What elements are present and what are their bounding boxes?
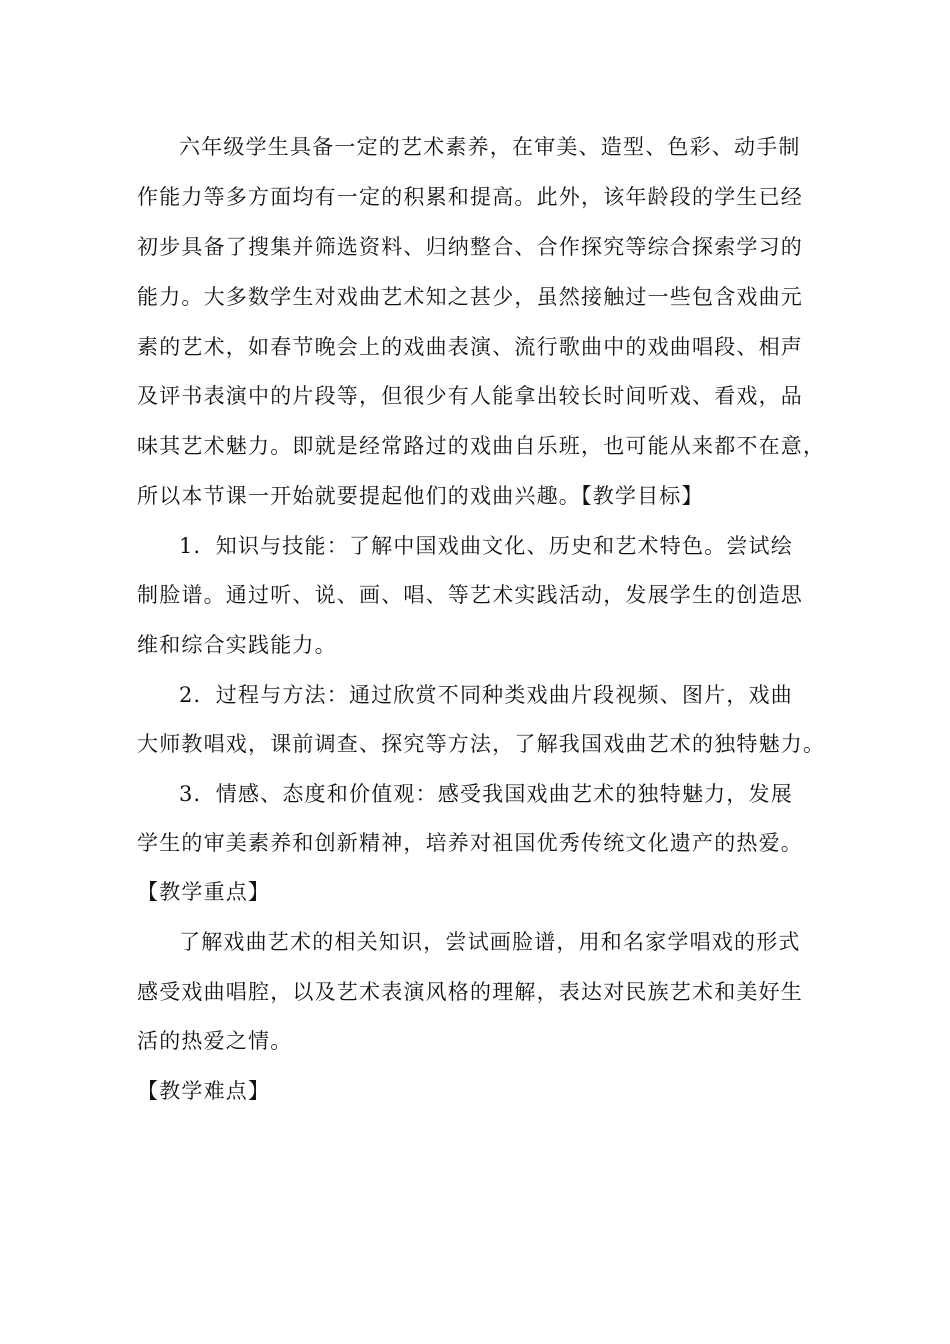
section-heading: 【教学重点】 [137, 880, 271, 904]
text-line: 味其艺术魅力。即就是经常路过的戏曲自乐班，也可能从来都不在意， [137, 434, 826, 458]
section-heading: 【教学难点】 [137, 1079, 271, 1103]
text-line: 2．过程与方法：通过欣赏不同种类戏曲片段视频、图片，戏曲 [179, 683, 793, 707]
text-line: 制脸谱。通过听、说、画、唱、等艺术实践活动，发展学生的创造思 [137, 583, 803, 607]
text-line: 六年级学生具备一定的艺术素养，在审美、造型、色彩、动手制 [179, 135, 801, 159]
text-line: 大师教唱戏，课前调查、探究等方法，了解我国戏曲艺术的独特魅力。 [137, 732, 826, 756]
text-line: 素的艺术，如春节晚会上的戏曲表演、流行歌曲中的戏曲唱段、相声 [137, 335, 803, 359]
text-line: 维和综合实践能力。 [137, 633, 337, 657]
text-line: 3．情感、态度和价值观：感受我国戏曲艺术的独特魅力，发展 [179, 782, 793, 806]
text-line: 所以本节课一开始就要提起他们的戏曲兴趣。【教学目标】 [137, 484, 704, 508]
text-line: 学生的审美素养和创新精神，培养对祖国优秀传统文化遗产的热爱。 [137, 831, 803, 855]
text-line: 能力。大多数学生对戏曲艺术知之甚少，虽然接触过一些包含戏曲元 [137, 285, 803, 309]
text-line: 感受戏曲唱腔，以及艺术表演风格的理解，表达对民族艺术和美好生 [137, 980, 803, 1004]
text-line: 初步具备了搜集并筛选资料、归纳整合、合作探究等综合探索学习的 [137, 235, 803, 259]
text-line: 活的热爱之情。 [137, 1029, 293, 1053]
text-line: 1．知识与技能：了解中国戏曲文化、历史和艺术特色。尝试绘 [179, 534, 793, 558]
text-line: 了解戏曲艺术的相关知识，尝试画脸谱，用和名家学唱戏的形式 [179, 930, 801, 954]
text-line: 及评书表演中的片段等，但很少有人能拿出较长时间听戏、看戏，品 [137, 384, 803, 408]
text-line: 作能力等多方面均有一定的积累和提高。此外，该年龄段的学生已经 [137, 185, 803, 209]
